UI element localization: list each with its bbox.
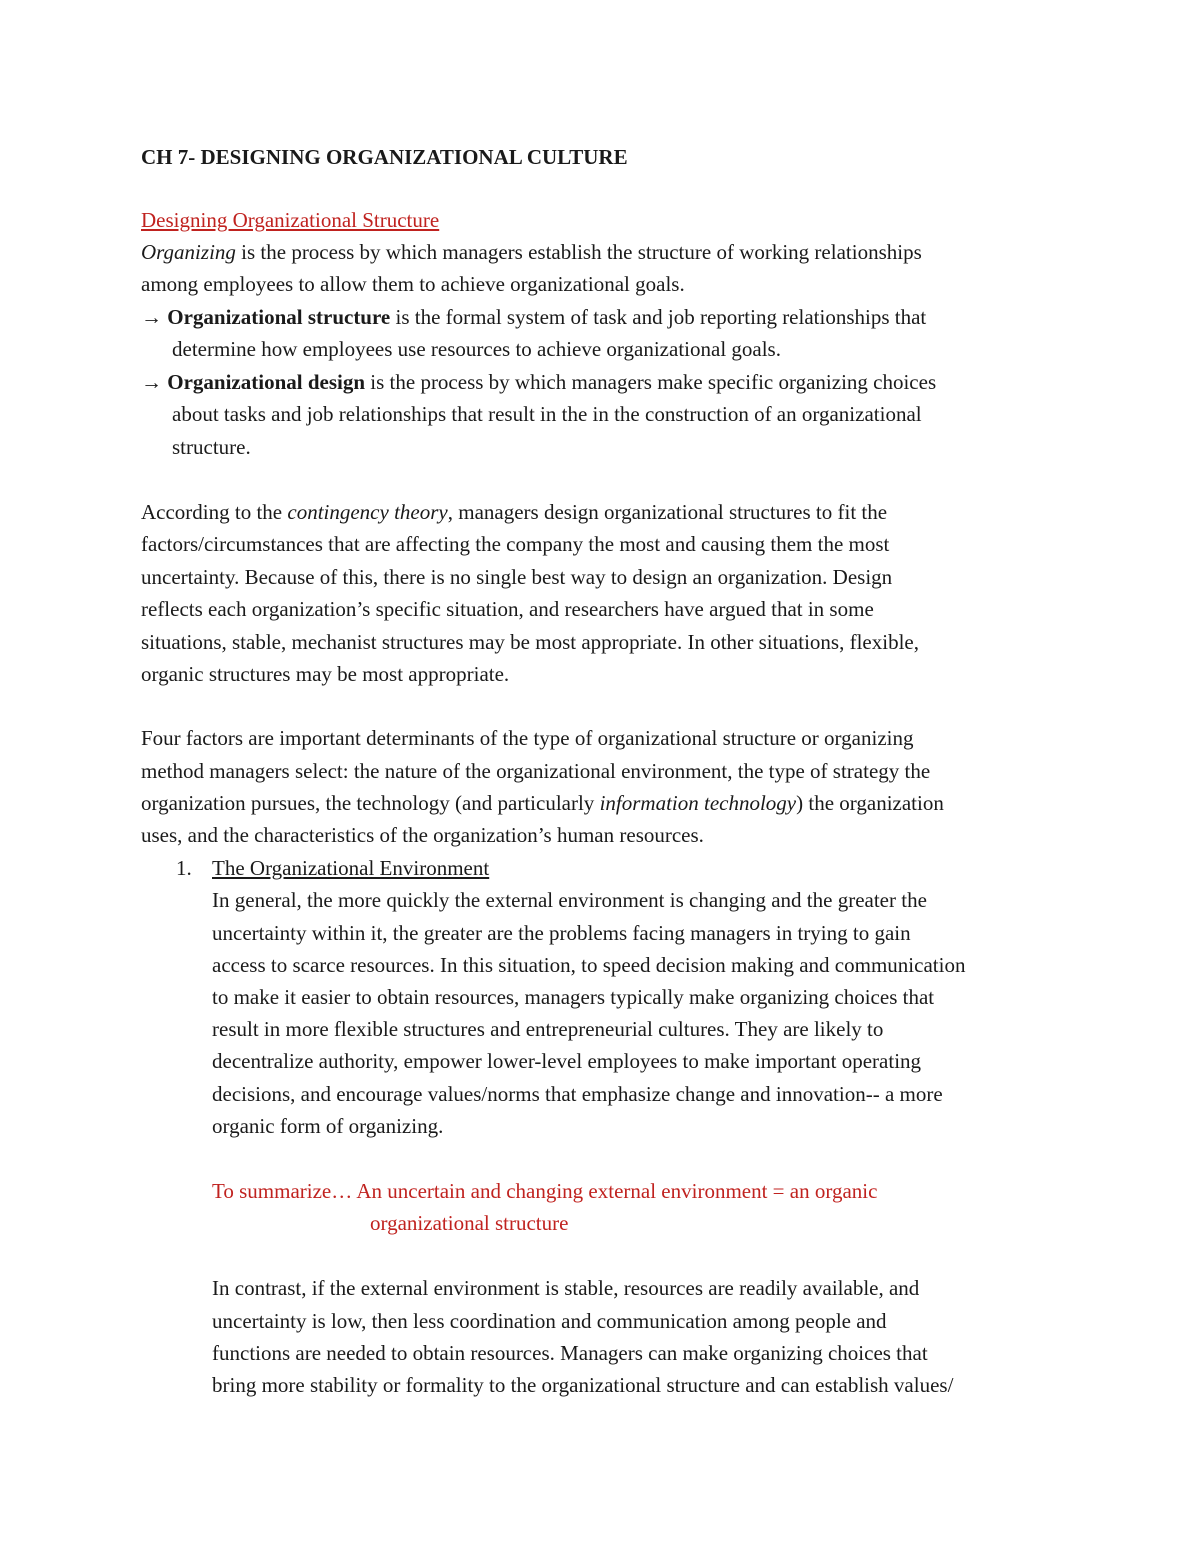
list-heading: The Organizational Environment xyxy=(212,856,490,880)
paragraph-contingency-line-3: uncertainty. Because of this, there is no single best way to design an organization. Design xyxy=(141,565,893,589)
paragraph-stable-line-2: uncertainty is low, then less coordination and communication among people and xyxy=(212,1309,887,1333)
bullet-design xyxy=(141,366,936,398)
section-heading: Designing Organizational Structure xyxy=(141,208,440,232)
bullet-structure-text: is the formal system of task and job reporting relationships that xyxy=(390,305,927,329)
paragraph-environment-line-2: uncertainty within it, the greater are the problems facing managers in trying to gain xyxy=(212,921,911,945)
paragraph-environment-line-6: decentralize authority, empower lower-level employees to make important operating xyxy=(212,1049,922,1073)
bullet-structure-term: Organizational structure xyxy=(167,305,391,329)
paragraph-contingency-line-4: reflects each organization’s specific situation, and researchers have argued that in some xyxy=(141,597,874,621)
bullet-structure-line-2: determine how employees use resources to achieve organizational goals. xyxy=(172,337,781,361)
paragraph-factors-line-3 xyxy=(141,787,944,819)
paragraph-environment-line-3: access to scarce resources. In this situation, to speed decision making and communication xyxy=(212,953,966,977)
information-technology-term: information technology xyxy=(599,791,797,815)
paragraph-contingency-line-2: factors/circumstances that are affecting the company the most and causing them the most xyxy=(141,532,890,556)
summary-line-1: To summarize… An uncertain and changing external environment = an organic xyxy=(212,1179,878,1203)
definition-line-2: among employees to allow them to achieve organizational goals. xyxy=(141,272,685,296)
text-span: ) the organization xyxy=(796,791,944,815)
list-number: 1. xyxy=(176,856,192,880)
paragraph-factors-line-1: Four factors are important determinants of the type of organizational structure or organizing xyxy=(141,726,914,750)
paragraph-contingency-line-1 xyxy=(141,496,887,528)
bullet-design-line-3: structure. xyxy=(172,435,251,459)
paragraph-contingency-line-6: organic structures may be most appropriate. xyxy=(141,662,510,686)
paragraph-stable-line-4: bring more stability or formality to the organizational structure and can establish values/ xyxy=(212,1373,954,1397)
paragraph-contingency-line-5: situations, stable, mechanist structures may be most appropriate. In other situations, flexible, xyxy=(141,630,919,654)
paragraph-stable-line-3: functions are needed to obtain resources. Managers can make organizing choices that xyxy=(212,1341,928,1365)
text-span: organization pursues, the technology (and particularly xyxy=(141,791,600,815)
paragraph-environment-line-7: decisions, and encourage values/norms that emphasize change and innovation-- a more xyxy=(212,1082,943,1106)
definition-line-1 xyxy=(141,236,922,268)
bullet-design-term: Organizational design xyxy=(167,370,366,394)
definition-text: is the process by which managers establish the structure of working relationships xyxy=(235,240,922,264)
paragraph-stable-line-1: In contrast, if the external environment is stable, resources are readily available, and xyxy=(212,1276,920,1300)
contingency-theory-term: contingency theory xyxy=(287,500,448,524)
text-span: According to the xyxy=(141,500,288,524)
paragraph-environment-line-5: result in more flexible structures and entrepreneurial cultures. They are likely to xyxy=(212,1017,884,1041)
arrow-icon: → xyxy=(141,305,162,329)
paragraph-environment-line-4: to make it easier to obtain resources, managers typically make organizing choices that xyxy=(212,985,935,1009)
summary-line-2: organizational structure xyxy=(370,1211,569,1235)
definition-term: Organizing xyxy=(141,240,236,264)
arrow-icon: → xyxy=(141,370,162,394)
bullet-design-text: is the process by which managers make specific organizing choices xyxy=(365,370,937,394)
text-span: , managers design organizational structures to fit the xyxy=(447,500,888,524)
paragraph-factors-line-4: uses, and the characteristics of the organization’s human resources. xyxy=(141,823,704,847)
paragraph-factors-line-2: method managers select: the nature of the organizational environment, the type of strategy the xyxy=(141,759,931,783)
paragraph-environment-line-1: In general, the more quickly the external environment is changing and the greater the xyxy=(212,888,927,912)
paragraph-environment-line-8: organic form of organizing. xyxy=(212,1114,444,1138)
bullet-structure xyxy=(141,301,926,333)
page-title: CH 7- DESIGNING ORGANIZATIONAL CULTURE xyxy=(141,145,628,169)
bullet-design-line-2: about tasks and job relationships that result in the in the construction of an organizational xyxy=(172,402,922,426)
